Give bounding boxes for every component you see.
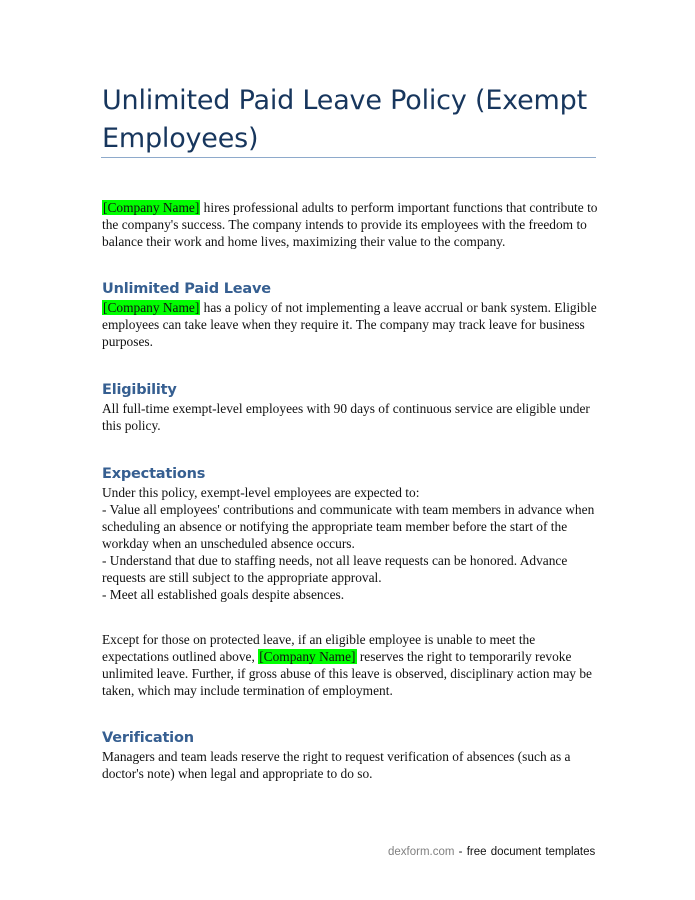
footer-brand-link[interactable]: dexform.com xyxy=(388,846,455,858)
page-footer xyxy=(388,846,595,858)
section-heading: Eligibility xyxy=(102,382,177,398)
closing-text-after: reserves the right to temporarily revoke unlimited leave. Further, if gross abuse of this leave is observed, disciplinary action may be taken, which may include termination of employment. xyxy=(102,649,592,698)
section-paragraph: Managers and team leads reserve the right to request verification of absences (such as a doctor's note) when legal and appropriate to do so. xyxy=(102,749,571,781)
intro-paragraph xyxy=(102,199,602,250)
section-unlimited-paid-leave xyxy=(102,279,602,350)
closing-paragraph xyxy=(102,631,602,699)
footer-tagline: - free document templates xyxy=(454,846,596,858)
section-heading: Unlimited Paid Leave xyxy=(102,281,271,297)
closing-text-before: Except for those on protected leave, if an eligible employee is unable to meet the expectations outlined above, xyxy=(102,632,536,664)
intro-text: hires professional adults to perform important functions that contribute to the company's success. The company intends to provide its employees with the freedom to balance their work and home lives, maximizing their value to the company. xyxy=(102,200,598,249)
company-name-placeholder: [Company Name] xyxy=(103,200,200,215)
expectation-item: - Meet all established goals despite absences. xyxy=(102,587,345,602)
expectations-lead: Under this policy, exempt-level employees are expected to: xyxy=(102,485,420,500)
section-verification xyxy=(102,728,602,782)
section-paragraph xyxy=(102,299,602,350)
section-paragraph: All full-time exempt-level employees with 90 days of continuous service are eligible under this policy. xyxy=(102,401,590,433)
company-name-placeholder: [Company Name] xyxy=(103,300,200,315)
title-divider xyxy=(101,157,596,158)
section-eligibility xyxy=(102,380,602,434)
intro-section xyxy=(102,199,602,250)
document-title: Unlimited Paid Leave Policy (Exempt Employees) xyxy=(102,85,587,154)
company-name-placeholder: [Company Name] xyxy=(259,649,356,664)
expectations-closing xyxy=(102,631,602,699)
section-heading: Expectations xyxy=(102,466,206,482)
section-heading: Verification xyxy=(102,730,194,746)
section-text: has a policy of not implementing a leave accrual or bank system. Eligible employees can take leave when they require it. The company may track leave for business purposes. xyxy=(102,300,597,349)
section-expectations xyxy=(102,464,602,603)
expectation-item: - Value all employees' contributions and communicate with team members in advance when scheduling an absence or notifying the appropriate team member before the start of the workday when an unscheduled absence occurs. xyxy=(102,502,595,551)
expectation-item: - Understand that due to staffing needs, not all leave requests can be honored. Advance requests are still subject to the appropriate approval. xyxy=(102,553,568,585)
